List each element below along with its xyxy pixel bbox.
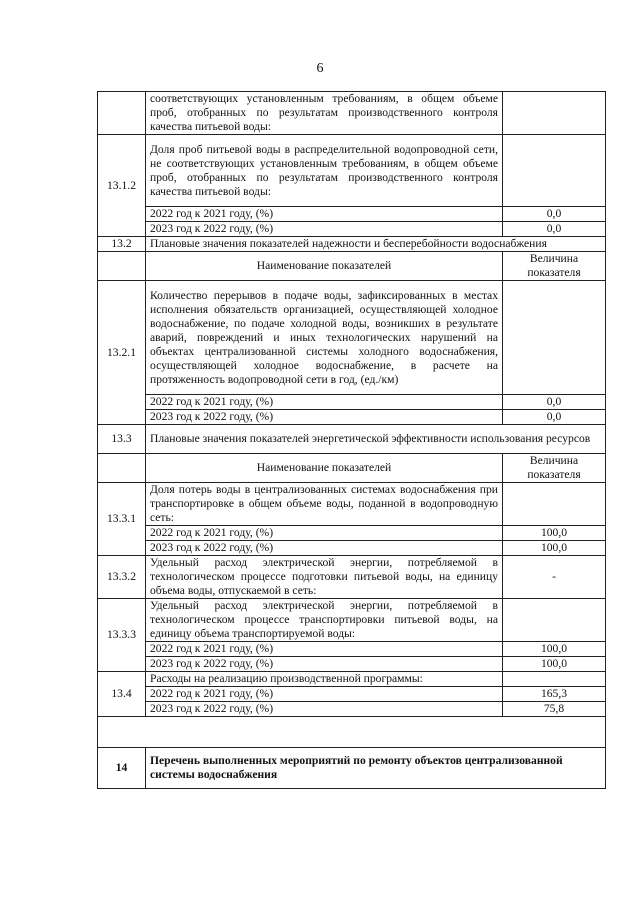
- period-label: 2023 год к 2022 году, (%): [146, 657, 503, 672]
- row-number: 13.3.2: [98, 556, 146, 599]
- indicator-value: 0,0: [503, 222, 606, 237]
- table-row: [98, 410, 606, 425]
- page-number: 6: [316, 61, 324, 76]
- table-header-row: [98, 252, 606, 281]
- table-header-row: [98, 454, 606, 483]
- indicator-description: соответствующих установленным требованиям, в общем объеме проб, отобранных по результатам производственного контроля качества питьевой воды:: [146, 92, 503, 135]
- table-row: [98, 702, 606, 717]
- indicator-value: [503, 135, 606, 207]
- period-label: 2023 год к 2022 году, (%): [146, 702, 503, 717]
- header-indicator-name: Наименование показателей: [146, 454, 503, 483]
- table-row: [98, 425, 606, 454]
- table-row: [98, 207, 606, 222]
- section-title: Плановые значения показателей надежности и бесперебойности водоснабжения: [146, 237, 606, 252]
- table-row: [98, 526, 606, 541]
- indicators-table: [97, 91, 606, 789]
- indicator-description: Удельный расход электрической энергии, потребляемой в технологическом процессе транспортировки питьевой воды, на единицу объема транспортируемой воды:: [146, 599, 503, 642]
- row-number: 13.3: [98, 425, 146, 454]
- indicator-value: 75,8: [503, 702, 606, 717]
- period-label: 2023 год к 2022 году, (%): [146, 541, 503, 556]
- header-indicator-value: Величина показателя: [503, 252, 606, 281]
- period-label: 2022 год к 2021 году, (%): [146, 687, 503, 702]
- indicator-value: 100,0: [503, 541, 606, 556]
- table-row: [98, 281, 606, 395]
- row-number: [98, 454, 146, 483]
- indicator-description: Доля проб питьевой воды в распределительной водопроводной сети, не соответствующих установленным требованиям, в общем объеме проб, отобранных по результатам производственного контроля качества питьевой воды:: [146, 135, 503, 207]
- table-row: [98, 717, 606, 748]
- period-label: 2022 год к 2021 году, (%): [146, 207, 503, 222]
- period-label: 2023 год к 2022 году, (%): [146, 222, 503, 237]
- table-row: [98, 395, 606, 410]
- indicator-value: [503, 672, 606, 687]
- period-label: 2022 год к 2021 году, (%): [146, 526, 503, 541]
- table-row: [98, 237, 606, 252]
- row-number: 13.2.1: [98, 281, 146, 425]
- row-number: [98, 92, 146, 135]
- row-number: 14: [98, 748, 146, 789]
- row-number: 13.4: [98, 672, 146, 717]
- table-row: [98, 222, 606, 237]
- table-row: [98, 541, 606, 556]
- indicator-value: 100,0: [503, 642, 606, 657]
- indicator-description: Доля потерь воды в централизованных системах водоснабжения при транспортировке в общем объеме воды, поданной в водопроводную сеть:: [146, 483, 503, 526]
- table-row: [98, 657, 606, 672]
- row-number: [98, 252, 146, 281]
- indicator-value: [503, 92, 606, 135]
- table-row: [98, 556, 606, 599]
- indicator-value: 0,0: [503, 207, 606, 222]
- indicator-value: [503, 483, 606, 526]
- section-title: Плановые значения показателей энергетической эффективности использования ресурсов: [146, 425, 606, 454]
- indicator-value: 165,3: [503, 687, 606, 702]
- table-row: [98, 483, 606, 526]
- indicator-value: 0,0: [503, 395, 606, 410]
- indicator-description: Количество перерывов в подаче воды, зафиксированных в местах исполнения обязательств организацией, осуществляющей холодное водоснабжение, по подаче холодной воды, возникших в результате аварий, повреждений и иных технологических нарушений на объектах централизованной системы холодного водоснабжения, осуществляющей холодное водоснабжение, в расчете на протяженность водопроводной сети в год, (ед./км): [146, 281, 503, 395]
- section-title: Расходы на реализацию производственной программы:: [146, 672, 503, 687]
- table-row: [98, 599, 606, 642]
- period-label: 2022 год к 2021 году, (%): [146, 642, 503, 657]
- header-indicator-value: Величина показателя: [503, 454, 606, 483]
- indicator-value: 100,0: [503, 657, 606, 672]
- report-title: [98, 717, 606, 748]
- period-label: 2023 год к 2022 году, (%): [146, 410, 503, 425]
- row-number: 13.3.3: [98, 599, 146, 672]
- indicator-value: -: [503, 556, 606, 599]
- row-number: 13.1.2: [98, 135, 146, 237]
- indicator-description: Удельный расход электрической энергии, потребляемой в технологическом процессе подготовки питьевой воды, на единицу объема воды, отпускаемой в сеть:: [146, 556, 503, 599]
- table-row: [98, 135, 606, 207]
- section-title: Перечень выполненных мероприятий по ремонту объектов централизованной системы водоснабжения: [146, 748, 606, 789]
- indicator-value: [503, 599, 606, 642]
- table-row: [98, 672, 606, 687]
- table-row: [98, 92, 606, 135]
- period-label: 2022 год к 2021 году, (%): [146, 395, 503, 410]
- indicator-value: 100,0: [503, 526, 606, 541]
- indicator-value: 0,0: [503, 410, 606, 425]
- table-row: [98, 748, 606, 789]
- header-indicator-name: Наименование показателей: [146, 252, 503, 281]
- table-row: [98, 687, 606, 702]
- table-row: [98, 642, 606, 657]
- row-number: 13.2: [98, 237, 146, 252]
- indicator-value: [503, 281, 606, 395]
- row-number: 13.3.1: [98, 483, 146, 556]
